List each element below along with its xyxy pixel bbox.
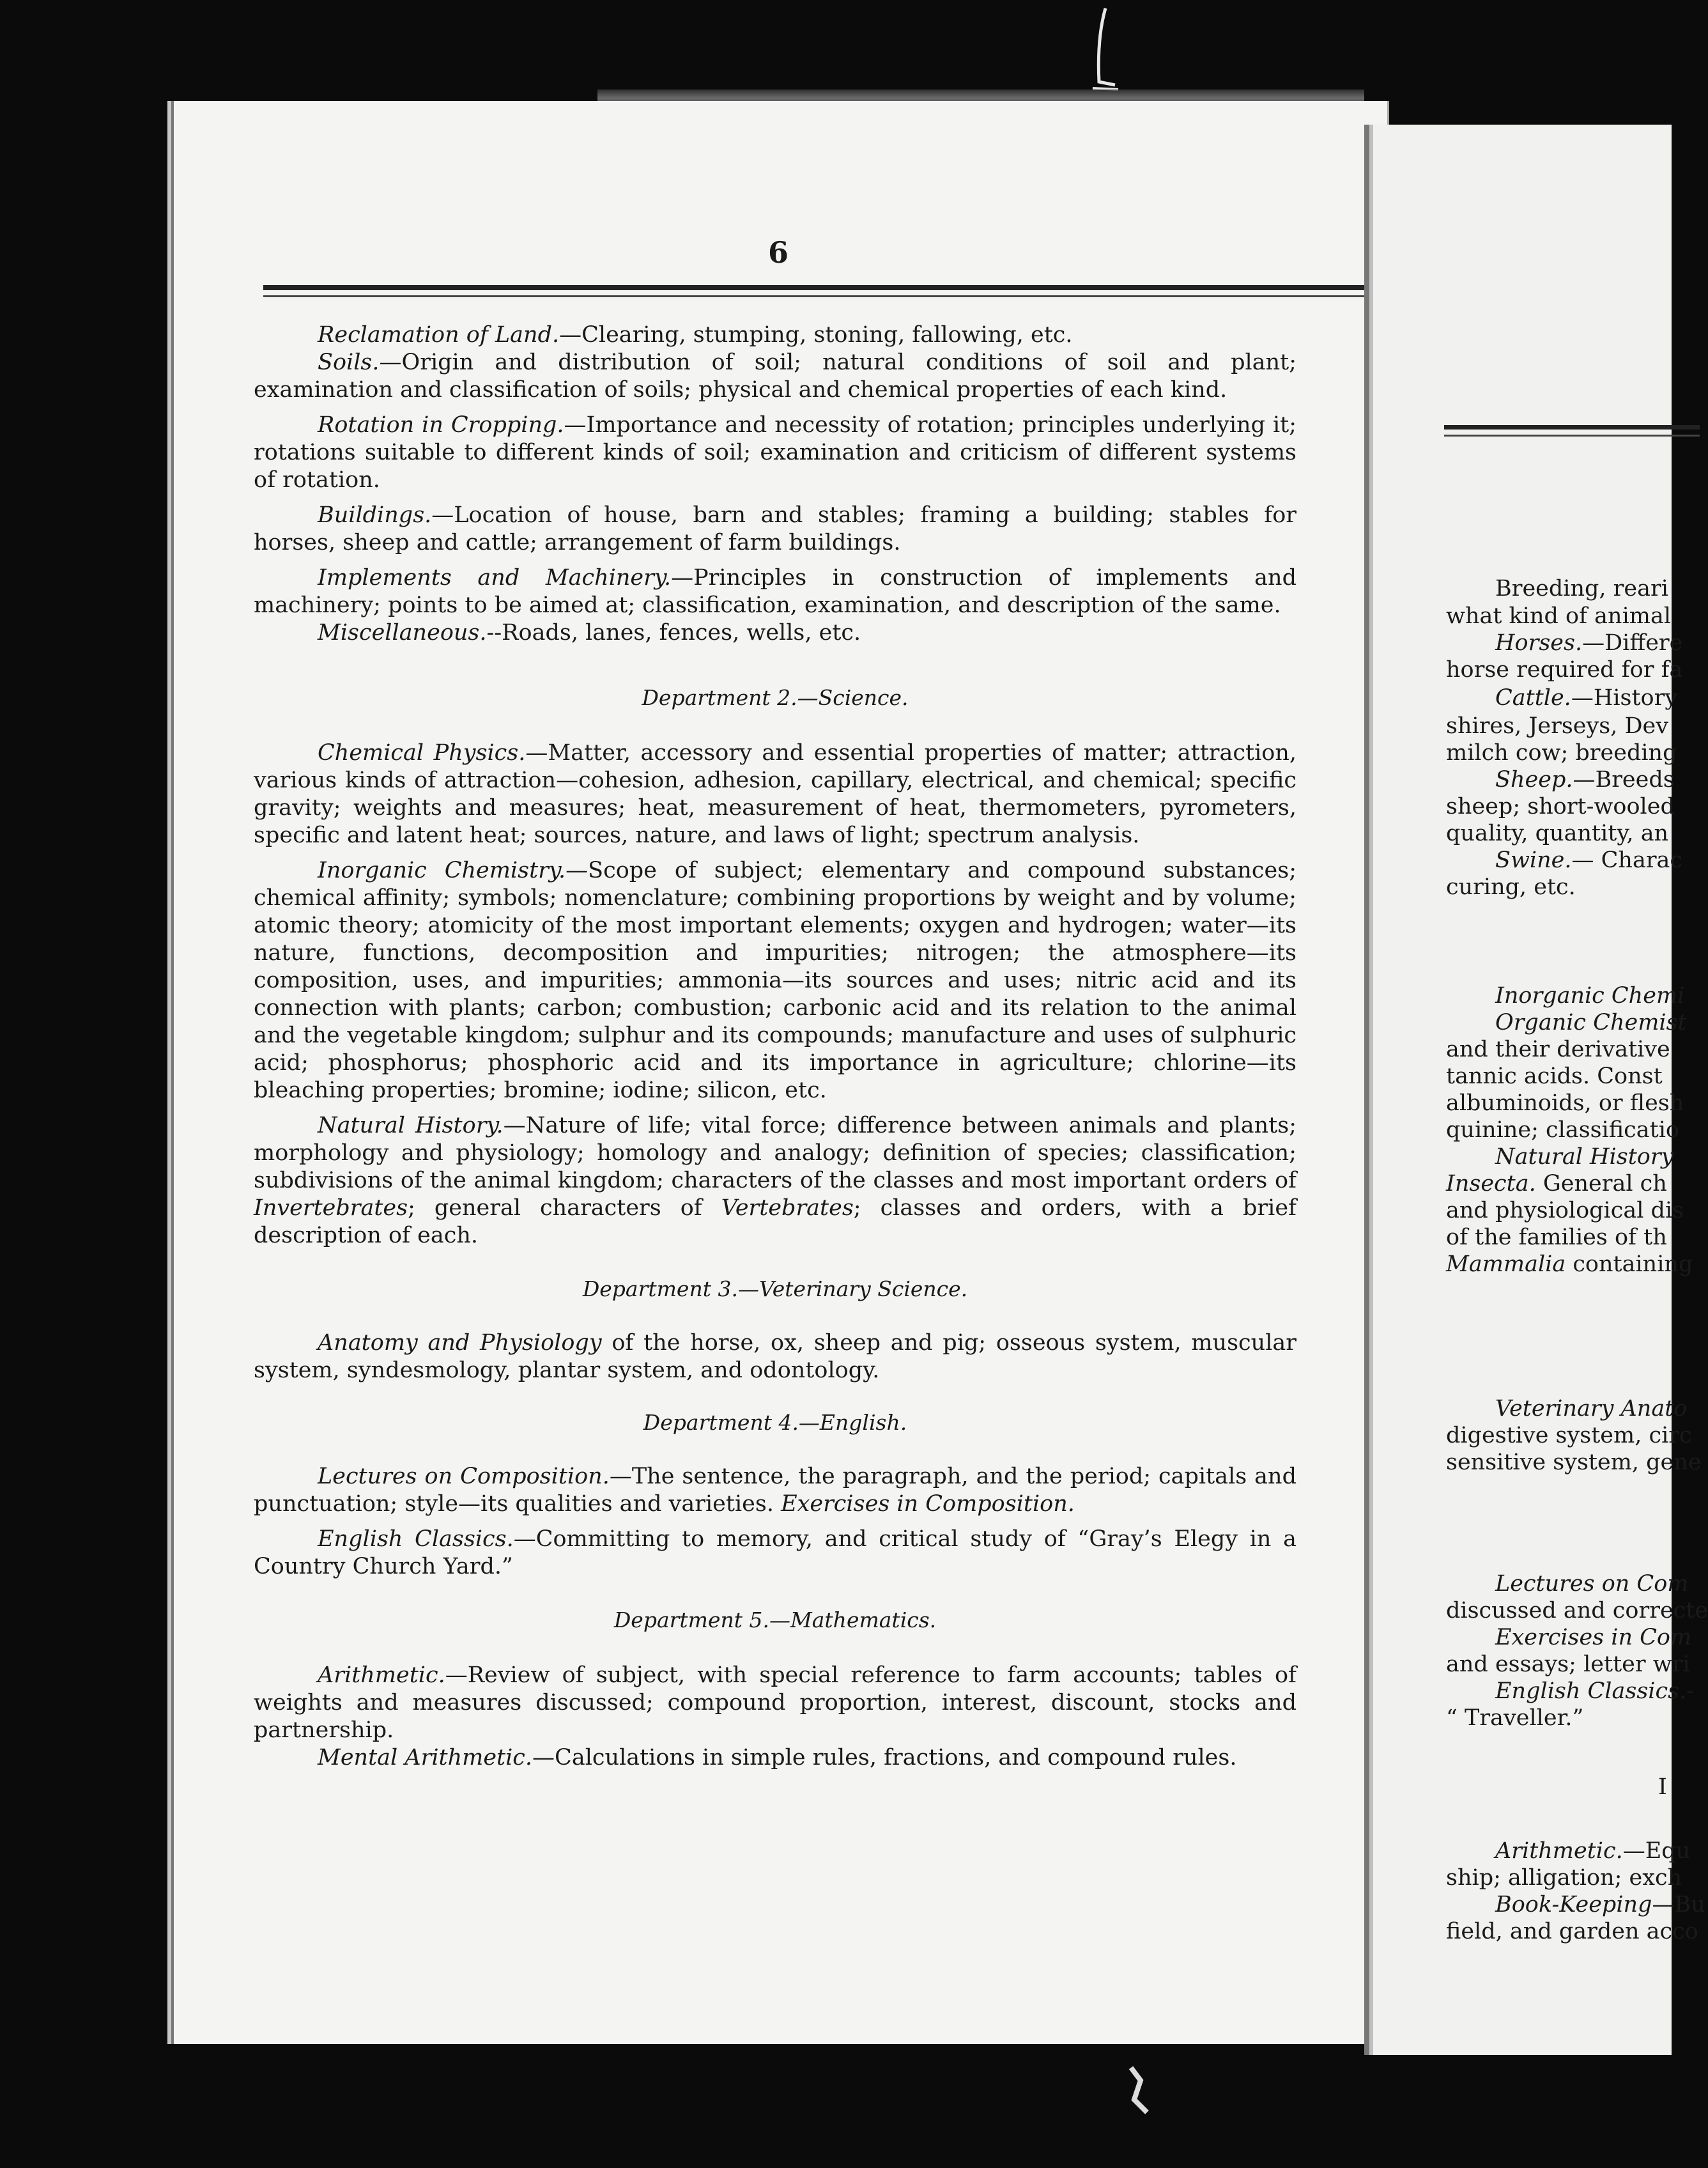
para-mental-arithmetic: Mental Arithmetic.—Calculations in simple rules, fractions, and compound rules. (318, 1745, 1237, 1770)
para-anatomy: Anatomy and Physiology of the horse, ox, sheep and pig; osseous system, muscular system, syndesmology, plantar system, and odontology. (254, 1330, 1296, 1383)
right-fragment: Horses.—Differe (1495, 630, 1683, 656)
para-reclamation: Reclamation of Land.—Clearing, stumping, stoning, fallowing, etc. (318, 322, 1073, 348)
right-fragment: and essays; letter wri (1446, 1652, 1690, 1677)
right-fragment: Inorganic Chemi (1495, 983, 1685, 1009)
para-soils: Soils.—Origin and distribution of soil; natural conditions of soil and plant; examination and classification of soils; physical and chemical properties of each kind. (254, 350, 1296, 403)
right-fragment: English Classics.- (1495, 1678, 1694, 1704)
right-fragment: Sheep.—Breeds (1495, 767, 1675, 793)
right-fragment: “ Traveller.” (1446, 1705, 1584, 1731)
right-fragment: and physiological dis (1446, 1198, 1684, 1223)
right-fragment: Cattle.—History (1495, 685, 1678, 711)
right-fragment: field, and garden acco (1446, 1919, 1698, 1944)
right-fragment: curing, etc. (1446, 874, 1576, 900)
film-dust-mark-icon (1118, 2061, 1157, 2119)
para-arithmetic: Arithmetic.—Review of subject, with special reference to farm accounts; tables of weights and measures discussed; compound proportion, interest, discount, stocks and partnership. (254, 1662, 1296, 1743)
right-fragment: Mammalia containing (1446, 1251, 1693, 1277)
right-fragment: tannic acids. Const (1446, 1064, 1663, 1089)
document-page-right-cropped (1364, 125, 1708, 2055)
para-chemical-physics: Chemical Physics.—Matter, accessory and essential properties of matter; attraction, various kinds of attraction—cohesion, adhesion, capillary, electrical, and chemical; specific gravity; weights and measures; heat, measurement of heat, thermometers, pyrometers, specific and latent heat; sources, nature, and laws of light; spectrum analysis. (254, 740, 1297, 848)
para-rotation: Rotation in Cropping.—Importance and necessity of rotation; principles underlying it; rotations suitable to different kinds of soil; examination and criticism of different systems of rotation. (254, 412, 1296, 493)
right-fragment: quality, quantity, an (1446, 821, 1669, 846)
right-fragment: sheep; short-wooled (1446, 794, 1675, 819)
para-miscellaneous: Miscellaneous.--Roads, lanes, fences, wells, etc. (318, 620, 861, 646)
right-fragment: Veterinary Anato (1495, 1396, 1688, 1421)
page-body (254, 321, 1296, 1772)
right-fragment: milch cow; breeding (1446, 740, 1677, 766)
para-implements: Implements and Machinery.—Principles in construction of implements and machinery; points to be aimed at; classification, examination, and description of the same. (254, 565, 1296, 618)
right-fragment: digestive system, circ (1446, 1423, 1692, 1448)
heading-department-2: Department 2.—Science. (642, 685, 909, 710)
right-fragment: Insecta. General ch (1446, 1171, 1667, 1196)
right-fragment: of the families of th (1446, 1225, 1667, 1250)
heading-department-5: Department 5.—Mathematics. (613, 1607, 937, 1632)
right-fragment: ship; alligation; exch (1446, 1865, 1682, 1891)
right-fragment: albuminoids, or flesh (1446, 1090, 1684, 1116)
right-fragment: Arithmetic.—Equ (1495, 1838, 1691, 1864)
right-fragment: discussed and correcte (1446, 1598, 1708, 1623)
right-fragment: sensitive system, gene (1446, 1450, 1702, 1475)
right-fragment: what kind of animal (1446, 603, 1672, 629)
right-fragment: and their derivative (1446, 1037, 1670, 1062)
right-header-rule (1444, 425, 1700, 437)
header-double-rule (263, 285, 1452, 299)
para-lectures: Lectures on Composition.—The sentence, the paragraph, and the period; capitals and punctuation; style—its qualities and varieties. Exercises in Composition. (254, 1464, 1296, 1517)
heading-department-4: Department 4.—English. (643, 1410, 907, 1435)
film-scratch-mark-icon (1080, 5, 1125, 101)
right-fragment: Swine.— Charac (1495, 848, 1683, 873)
right-fragment: I (1658, 1774, 1667, 1800)
right-fragment: horse required for fa (1446, 657, 1683, 683)
right-fragment: Exercises in Com (1495, 1625, 1692, 1650)
right-fragment: Book-Keeping—Bu (1495, 1892, 1705, 1917)
para-buildings: Buildings.—Location of house, barn and stables; framing a building; stables for horses, sheep and cattle; arrangement of farm buildings. (254, 502, 1296, 555)
para-natural-history: Natural History.—Nature of life; vital force; difference between animals and plants; morphology and physiology; homology and analogy; definition of species; classification; subdivisions of the animal kingdom; characters of the classes and most important orders of Invertebrates; general characters of Vertebrates; classes and orders, with a brief description of each. (254, 1113, 1297, 1248)
heading-department-3: Department 3.—Veterinary Science. (582, 1276, 968, 1301)
right-fragment: Breeding, reari (1495, 576, 1668, 601)
page-number: 6 (767, 235, 789, 270)
right-fragment: shires, Jerseys, Dev (1446, 713, 1669, 739)
document-page-left (167, 101, 1389, 2044)
right-fragment: Lectures on Com (1495, 1571, 1689, 1597)
right-fragment: Organic Chemist (1495, 1010, 1687, 1035)
para-inorganic-chemistry: Inorganic Chemistry.—Scope of subject; elementary and compound substances; chemical affinity; symbols; nomenclature; combining proportions by weight and by volume; atomic theory; atomicity of the most important elements; oxygen and hydrogen; water—its nature, functions, decomposition and impurities; nitrogen; the atmosphere—its composition, uses, and impurities; ammonia—its sources and uses; nitric acid and its connection with plants; carbon; combustion; carbonic acid and its relation to the animal and the vegetable kingdom; sulphur and its compounds; manufacture and uses of sulphuric acid; phosphorus; phosphoric acid and its importance in agriculture; chlorine—its bleaching properties; bromine; iodine; silicon, etc. (254, 858, 1297, 1103)
right-fragment: quinine; classificatio (1446, 1117, 1679, 1143)
right-fragment: Natural History (1495, 1144, 1674, 1170)
para-english-classics: English Classics.—Committing to memory, and critical study of “Gray’s Elegy in a Country Church Yard.” (254, 1526, 1296, 1579)
